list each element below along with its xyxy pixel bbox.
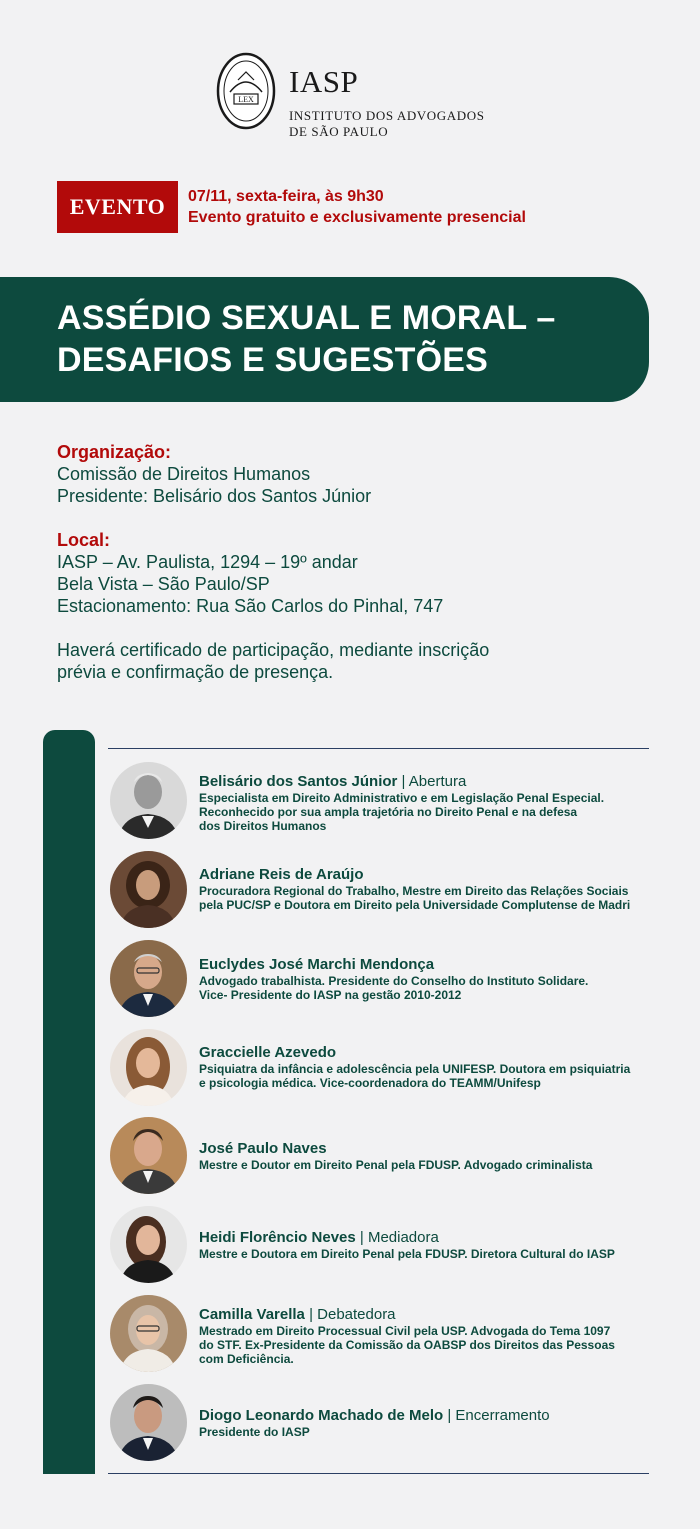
event-details [57,441,657,683]
avatar [110,762,187,839]
description-line: Especialista em Direito Administrativo e em Legislação Penal Especial. [199,791,605,805]
speaker-role: | Debatedora [304,1306,396,1323]
speaker-role: | Abertura [397,773,467,790]
speaker-name: Camilla Varella [199,1306,305,1323]
speaker-description [199,974,649,1002]
speaker-name: Adriane Reis de Araújo [199,866,364,883]
speaker-item [110,1117,650,1195]
location-line: Bela Vista – São Paulo/SP [57,574,270,594]
speakers-sidebar-bar [43,730,95,1474]
avatar [110,1029,187,1106]
speaker-name: José Paulo Naves [199,1140,327,1157]
title-line: DESAFIOS E SUGESTÕES [57,341,488,379]
location-line: IASP – Av. Paulista, 1294 – 19º andar [57,552,358,572]
event-info [188,186,526,228]
location-label: Local: [57,530,111,550]
organization-line: Comissão de Direitos Humanos [57,464,311,484]
speaker-role: | Mediadora [355,1229,439,1246]
event-badge: EVENTO [57,181,178,233]
description-line: Presidente do IASP [199,1425,310,1439]
description-line: e psicologia médica. Vice-coordenadora do TEAMM/Unifesp [199,1076,541,1090]
event-note: Evento gratuito e exclusivamente presencial [188,209,526,226]
speaker-role: | Encerramento [443,1407,550,1424]
logo-subtitle-line: DE SÃO PAULO [289,124,389,139]
person-photo-icon [110,851,187,928]
person-photo-icon [110,762,187,839]
description-line: Advogado trabalhista. Presidente do Conselho do Instituto Solidare. [199,974,589,988]
speaker-item [110,1206,650,1284]
person-photo-icon [110,1117,187,1194]
avatar [110,940,187,1017]
description-line: Vice- Presidente do IASP na gestão 2010-2012 [199,988,462,1002]
seal-text: LEX [238,95,254,104]
speaker-name: Graccielle Azevedo [199,1044,337,1061]
speaker-name: Heidi Florêncio Neves [199,1229,356,1246]
iasp-logo [216,52,506,139]
description-line: Procuradora Regional do Trabalho, Mestre em Direito das Relações Sociais [199,884,629,898]
speaker-description [199,884,649,912]
speaker-name: Belisário dos Santos Júnior [199,773,398,790]
certificate-line: prévia e confirmação de presença. [57,662,334,682]
person-photo-icon [110,1029,187,1106]
avatar [110,1384,187,1461]
title-banner [0,277,649,402]
description-line: Psiquiatra da infância e adolescência pela UNIFESP. Doutora em psiquiatria [199,1062,631,1076]
person-photo-icon [110,1384,187,1461]
iasp-seal-icon [216,52,276,130]
description-line: Mestre e Doutora em Direito Penal pela FDUSP. Diretora Cultural do IASP [199,1247,615,1261]
logo-title: IASP [289,64,359,99]
organization-label: Organização: [57,442,172,462]
speaker-name: Diogo Leonardo Machado de Melo [199,1407,444,1424]
person-photo-icon [110,1295,187,1372]
speaker-item [110,940,650,1018]
speaker-description [199,1425,649,1439]
person-photo-icon [110,1206,187,1283]
description-line: do STF. Ex-Presidente da Comissão da OABSP dos Direitos das Pessoas [199,1338,615,1352]
speaker-item [110,1295,650,1373]
avatar [110,1295,187,1372]
divider [108,748,649,749]
speaker-item [110,851,650,929]
description-line: dos Direitos Humanos [199,819,327,833]
avatar [110,1117,187,1194]
avatar [110,851,187,928]
title-line: ASSÉDIO SEXUAL E MORAL – [57,299,556,337]
certificate-line: Haverá certificado de participação, mediante inscrição [57,640,490,660]
organization-line: Presidente: Belisário dos Santos Júnior [57,486,372,506]
description-line: com Deficiência. [199,1352,294,1366]
speaker-description [199,1324,649,1366]
event-date: 07/11, sexta-feira, às 9h30 [188,188,384,205]
page-title [57,297,637,381]
description-line: Mestre e Doutor em Direito Penal pela FDUSP. Advogado criminalista [199,1158,593,1172]
speaker-item [110,1384,650,1462]
divider [108,1473,649,1474]
logo-subtitle [289,108,509,140]
speaker-item [110,1029,650,1107]
location-line: Estacionamento: Rua São Carlos do Pinhal, 747 [57,596,444,616]
logo-subtitle-line: INSTITUTO DOS ADVOGADOS [289,108,485,123]
speaker-description [199,1062,649,1090]
speaker-description [199,1158,649,1172]
description-line: Reconhecido por sua ampla trajetória no Direito Penal e na defesa [199,805,578,819]
description-line: Mestrado em Direito Processual Civil pela USP. Advogada do Tema 1097 [199,1324,611,1338]
description-line: pela PUC/SP e Doutora em Direito pela Universidade Complutense de Madri [199,898,631,912]
speaker-description [199,791,649,833]
person-photo-icon [110,940,187,1017]
speaker-item [110,762,650,840]
speaker-name: Euclydes José Marchi Mendonça [199,956,435,973]
avatar [110,1206,187,1283]
speaker-description [199,1247,649,1261]
